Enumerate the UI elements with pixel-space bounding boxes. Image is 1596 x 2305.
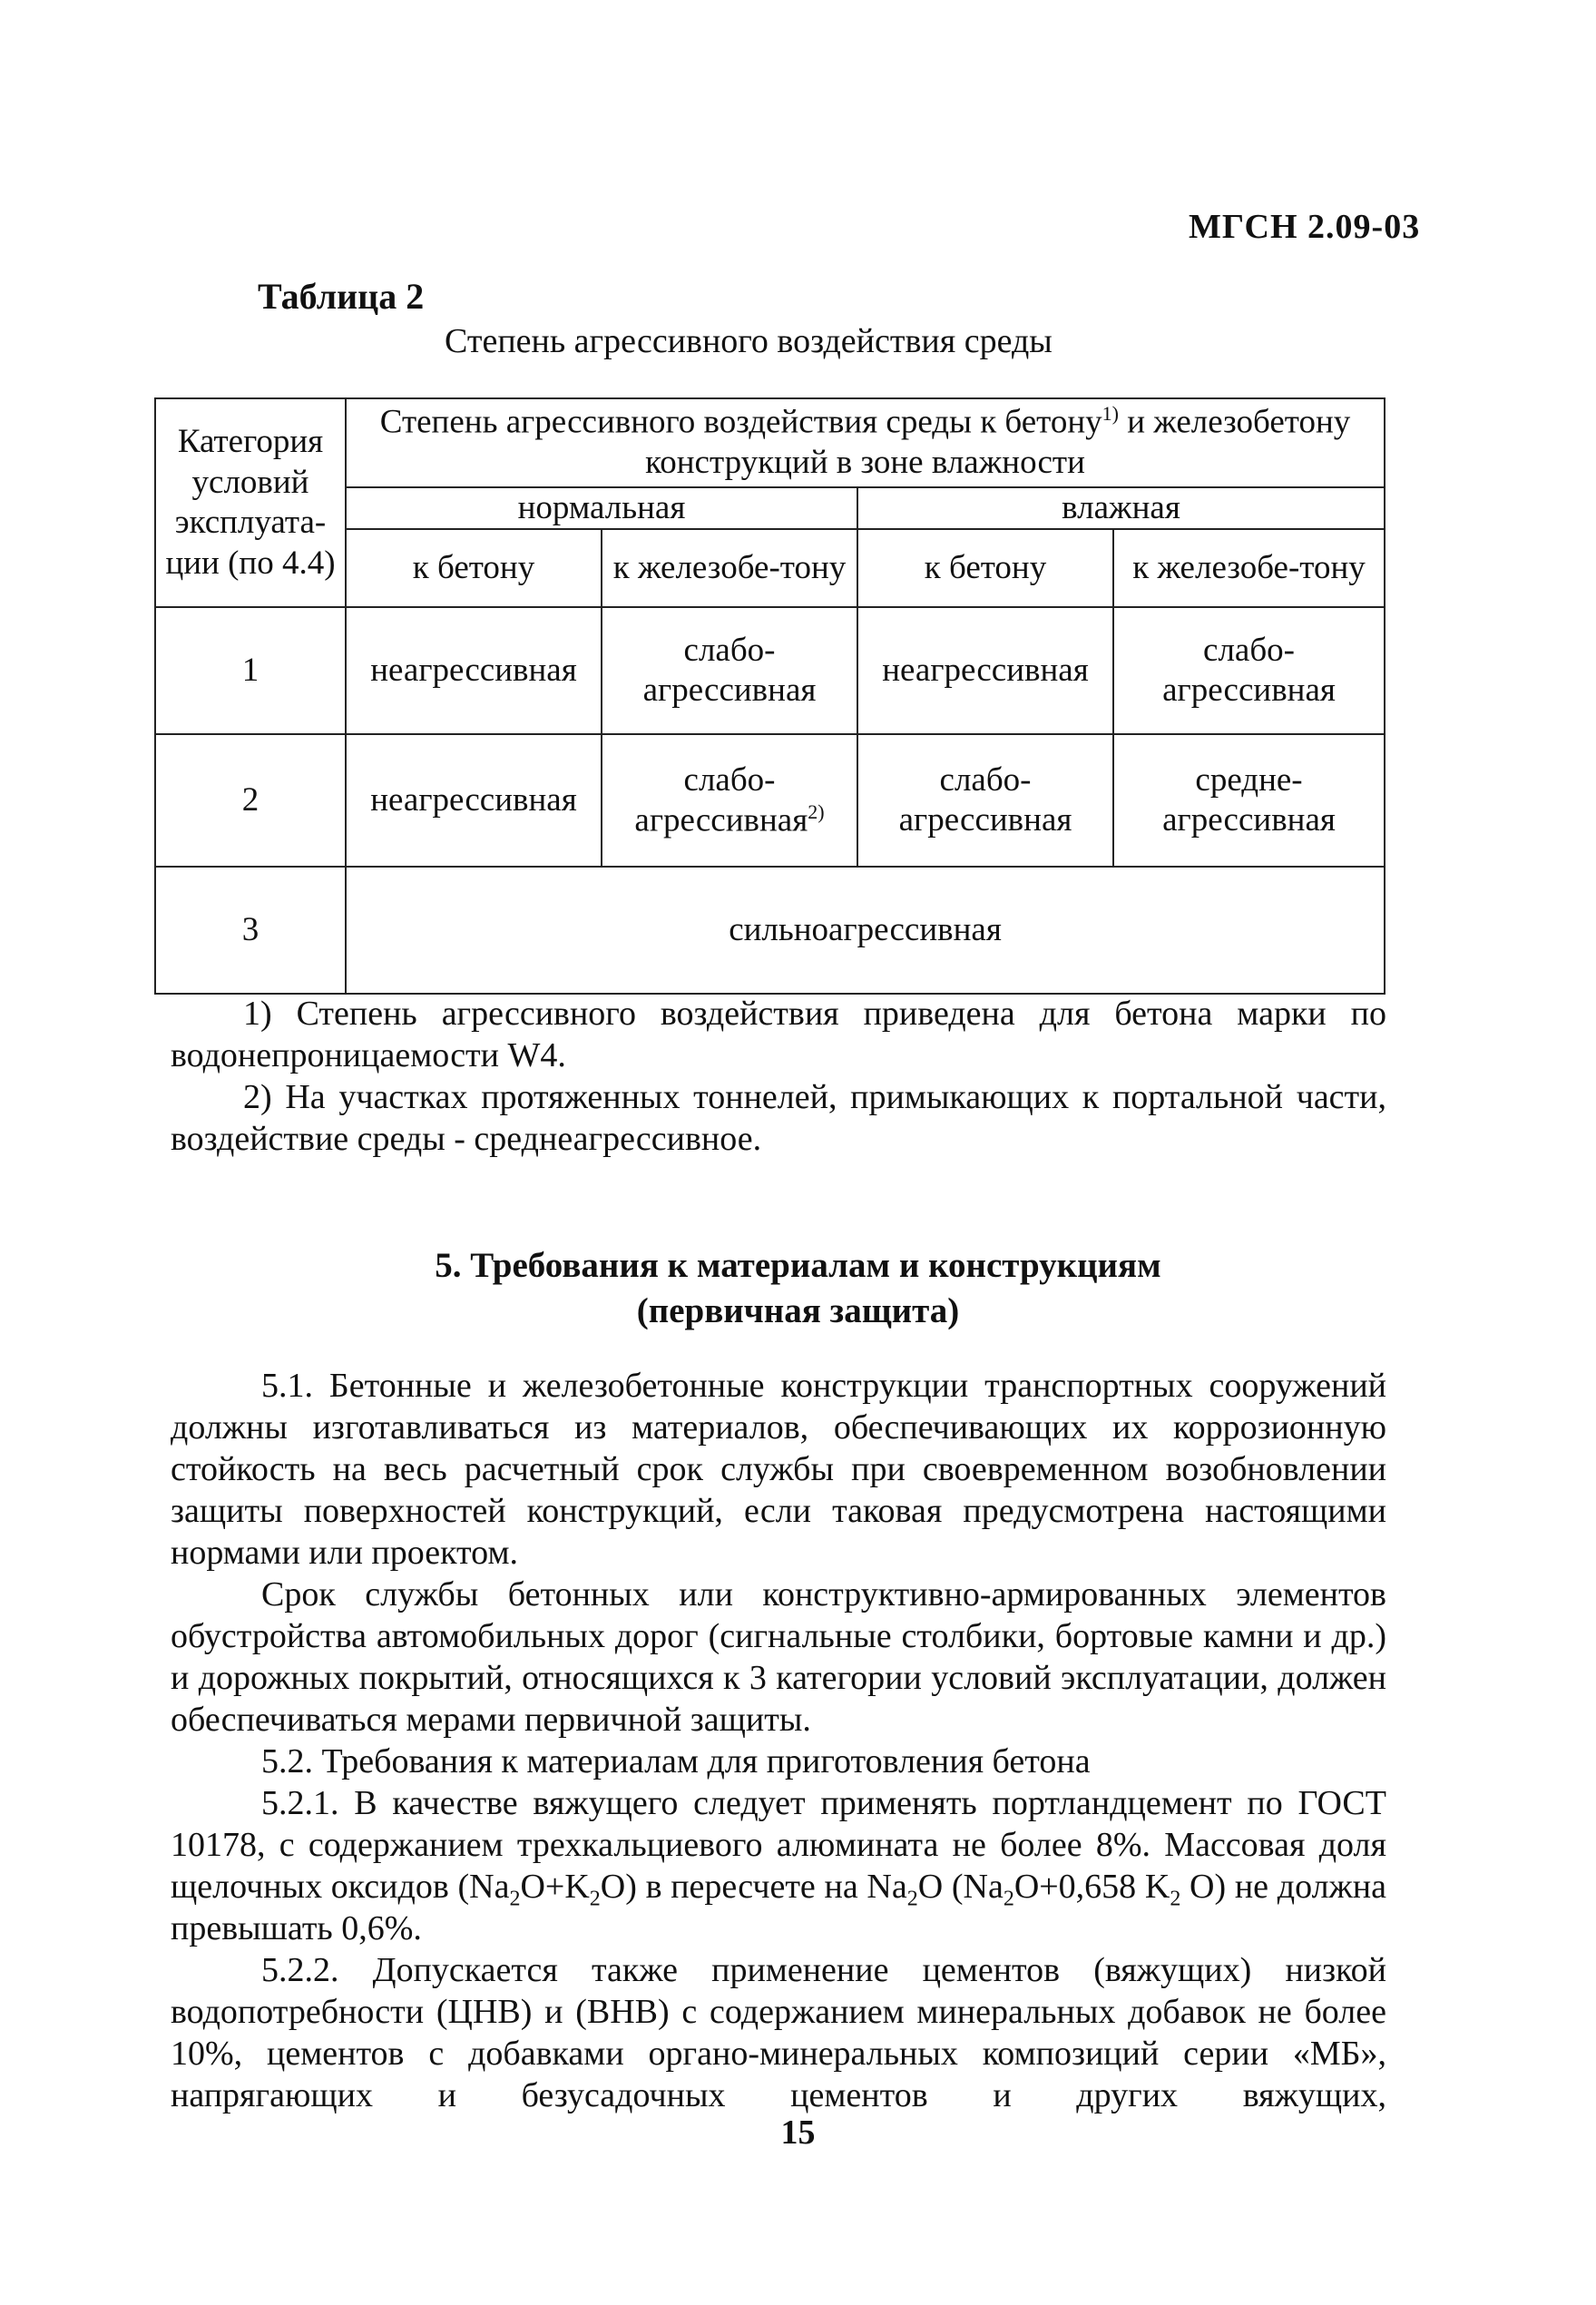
text-run: 5.2.1. В качестве вяжущего следует применять портландцемент по ГОСТ 10178, с содержанием трехкальциевого алюмината не более 8%. Массовая доля щелочных оксидов (Na <box>171 1784 1386 1906</box>
table-row <box>155 734 1385 867</box>
text-run: O) не должна превышать 0,6%. <box>171 1868 1386 1947</box>
subscript: 2 <box>589 1887 601 1911</box>
cell-value: слабо-агрессивная <box>642 632 817 710</box>
section-body <box>171 1365 1386 2116</box>
zone-wet: влажная <box>1062 489 1180 526</box>
text-run: O (Na <box>917 1868 1004 1906</box>
section-title-line1: 5. Требования к материалам и конструкциям <box>435 1246 1161 1285</box>
footnote-ref: 2) <box>808 800 825 824</box>
table-cell <box>857 734 1113 867</box>
cell-value: неагрессивная <box>882 652 1089 690</box>
paragraph-5-2-1 <box>171 1782 1386 1949</box>
col-normal-concrete <box>346 529 602 607</box>
cell-value: средне-агрессивная <box>1162 761 1336 839</box>
footnote-2: 2) На участках протяженных тоннелей, примыкающих к портальной части, воздействие среды - среднеагрессивное. <box>171 1078 1386 1158</box>
category-header: Категория условий эксплуата-ции (по 4.4) <box>165 423 336 582</box>
text-run: O+K <box>520 1868 590 1906</box>
footnote-1: 1) Степень агрессивного воздействия приведена для бетона марки по водонепроницаемости W4. <box>171 995 1386 1074</box>
table-cell <box>602 607 857 734</box>
paragraph-5-2-2: 5.2.2. Допускается также применение цементов (вяжущих) низкой водопотребности (ЦНВ) и (ВНВ) с содержанием минеральных добавок не более 10%, цементов с добавками органо-минеральных композиций серии «МБ», напрягающих и безусадочных цементов и других вяжущих, <box>171 1951 1386 2114</box>
cell-value: сильноагрессивная <box>729 911 1002 949</box>
main-header-tail: и железобетону конструкций в зоне влажности <box>645 403 1351 482</box>
document-code: МГСН 2.09-03 <box>1189 208 1421 246</box>
table-notes <box>171 993 1386 1160</box>
category-value: 3 <box>241 911 259 949</box>
category-cell <box>155 867 346 994</box>
category-header-cell <box>155 398 346 607</box>
col-label: к железобе-тону <box>1132 549 1366 587</box>
zone-wet-cell <box>857 487 1385 529</box>
subscript: 2 <box>1170 1887 1181 1911</box>
section-title-line2: (первичная защита) <box>636 1291 960 1330</box>
cell-value: слабо-агрессивная <box>898 761 1072 839</box>
paragraph-5-1: 5.1. Бетонные и железобетонные конструкции транспортных сооружений должны изготавливаться из материалов, обеспечивающих их коррозионную стойкость на весь расчетный срок службы при своевременном возобновлении защиты поверхностей конструкций, если таковая предусмотрена настоящими нормами или проектом. <box>171 1367 1386 1572</box>
table-row <box>155 607 1385 734</box>
zone-normal-cell <box>346 487 857 529</box>
subscript: 2 <box>906 1887 918 1911</box>
main-header-footnote-ref: 1) <box>1102 402 1119 426</box>
table-cell <box>346 734 602 867</box>
paragraph-5-2: 5.2. Требования к материалам для приготовления бетона <box>261 1742 1091 1780</box>
table-number: Таблица 2 <box>258 276 425 317</box>
table-title: Степень агрессивного воздействия среды <box>445 322 1053 360</box>
text-run: O+0,658 K <box>1013 1868 1170 1906</box>
table-row <box>155 867 1385 994</box>
col-label: к бетону <box>924 549 1047 587</box>
table-cell <box>1113 734 1385 867</box>
text-run: O) в пересчете на Na <box>600 1868 907 1906</box>
category-cell <box>155 734 346 867</box>
main-header-cell <box>346 398 1385 487</box>
col-label: к железобе-тону <box>612 549 847 587</box>
main-header: Степень агрессивного воздействия среды к бетону <box>379 403 1102 441</box>
table-cell <box>346 607 602 734</box>
category-value: 2 <box>241 781 259 819</box>
zone-normal: нормальная <box>517 489 686 526</box>
category-value: 1 <box>241 652 259 690</box>
cell-value: слабо-агрессивная <box>1162 632 1336 710</box>
col-label: к бетону <box>412 549 535 587</box>
table-cell <box>1113 607 1385 734</box>
section-heading <box>0 1243 1596 1334</box>
col-wet-concrete <box>857 529 1113 607</box>
cell-value: неагрессивная <box>370 781 577 819</box>
aggressiveness-table <box>154 397 1385 995</box>
col-wet-reinforced <box>1113 529 1385 607</box>
col-normal-reinforced <box>602 529 857 607</box>
subscript: 2 <box>509 1887 521 1911</box>
category-cell <box>155 607 346 734</box>
subscript: 2 <box>1003 1887 1014 1911</box>
cell-value: слабо-агрессивная <box>634 760 808 839</box>
paragraph-service-life: Срок службы бетонных или конструктивно-армированных элементов обустройства автомобильных дорог (сигнальные столбики, бортовые камни и др.) и дорожных покрытий, относящихся к 3 категории условий эксплуатации, должен обеспечиваться мерами первичной защиты. <box>171 1575 1386 1739</box>
table-cell <box>602 734 857 867</box>
cell-value: неагрессивная <box>370 652 577 690</box>
table-cell <box>857 607 1113 734</box>
page-number: 15 <box>780 2114 816 2152</box>
merged-cell <box>346 867 1385 994</box>
